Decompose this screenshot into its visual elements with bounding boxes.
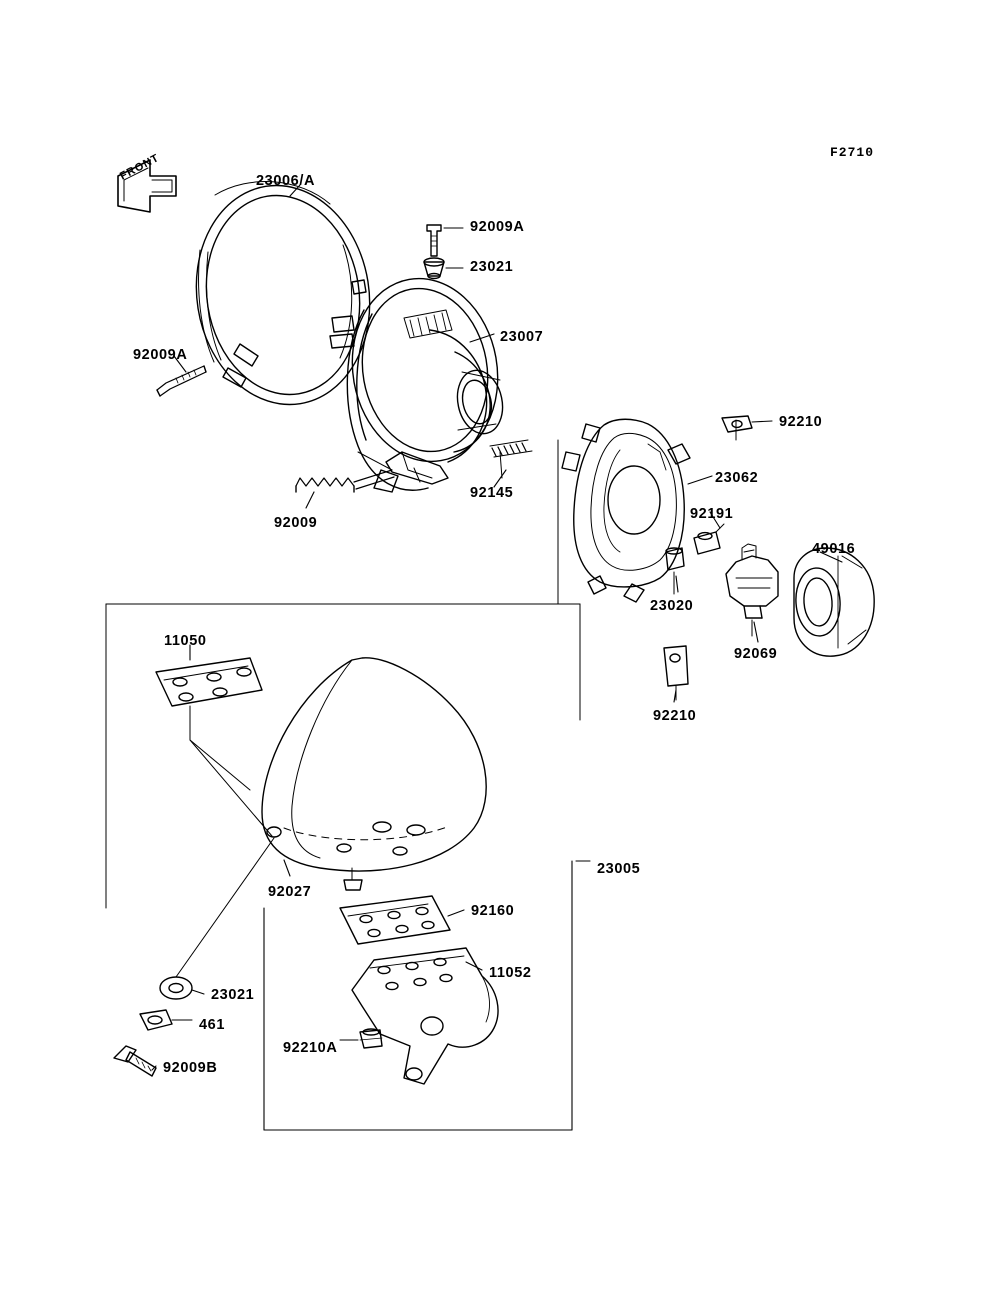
part-label-11050: 11050 — [164, 633, 207, 649]
part-label-92160: 92160 — [471, 903, 515, 919]
part-bulb-92069 — [726, 544, 778, 636]
part-label-92210a: 92210A — [283, 1040, 338, 1056]
sheet-code: F2710 — [830, 145, 875, 160]
part-screw-92009a-top — [427, 225, 441, 256]
part-headlamp-body — [338, 267, 512, 492]
part-label-23021-bottom: 23021 — [211, 987, 255, 1003]
part-label-11052: 11052 — [489, 965, 532, 981]
part-label-92145: 92145 — [470, 485, 514, 501]
part-bracket-11050 — [156, 658, 262, 790]
part-nut-92210a — [360, 1029, 382, 1048]
part-nut-92210-top — [722, 416, 752, 440]
part-label-461: 461 — [199, 1017, 225, 1033]
part-label-92210-top: 92210 — [779, 414, 823, 430]
part-cover-49016 — [794, 548, 874, 656]
part-bracket-23062 — [562, 419, 690, 602]
part-label-23005: 23005 — [597, 861, 641, 877]
part-label-92009a-left: 92009A — [133, 347, 188, 363]
part-label-49016: 49016 — [812, 541, 856, 557]
part-bolt-92009b — [114, 1046, 156, 1076]
part-label-92009b: 92009B — [163, 1060, 218, 1076]
part-label-23062: 23062 — [715, 470, 759, 486]
part-label-92069: 92069 — [734, 646, 778, 662]
part-label-92009: 92009 — [274, 515, 318, 531]
part-label-23007: 23007 — [500, 329, 544, 345]
part-label-23020: 23020 — [650, 598, 694, 614]
part-nut-23021-top — [424, 258, 444, 279]
part-washer-461 — [140, 1010, 172, 1030]
part-bracket-11052 — [352, 948, 498, 1084]
part-headlamp-rim — [181, 173, 385, 417]
part-tube-92191 — [694, 524, 724, 554]
part-label-23021-top: 23021 — [470, 259, 514, 275]
part-label-92210-mid: 92210 — [653, 708, 697, 724]
part-label-92009a-top: 92009A — [470, 219, 525, 235]
part-label-92191: 92191 — [690, 506, 734, 522]
front-label: FRONT — [118, 151, 162, 183]
part-collar-92027 — [160, 977, 192, 999]
part-windshield-23005 — [262, 658, 486, 890]
part-spring-92145 — [490, 440, 532, 478]
part-label-92027: 92027 — [268, 884, 312, 900]
part-pin-23020 — [666, 548, 684, 594]
part-plate-92160 — [340, 896, 450, 944]
part-screw-92009a-left — [157, 366, 206, 396]
part-label-23006a: 23006/A — [256, 173, 316, 189]
